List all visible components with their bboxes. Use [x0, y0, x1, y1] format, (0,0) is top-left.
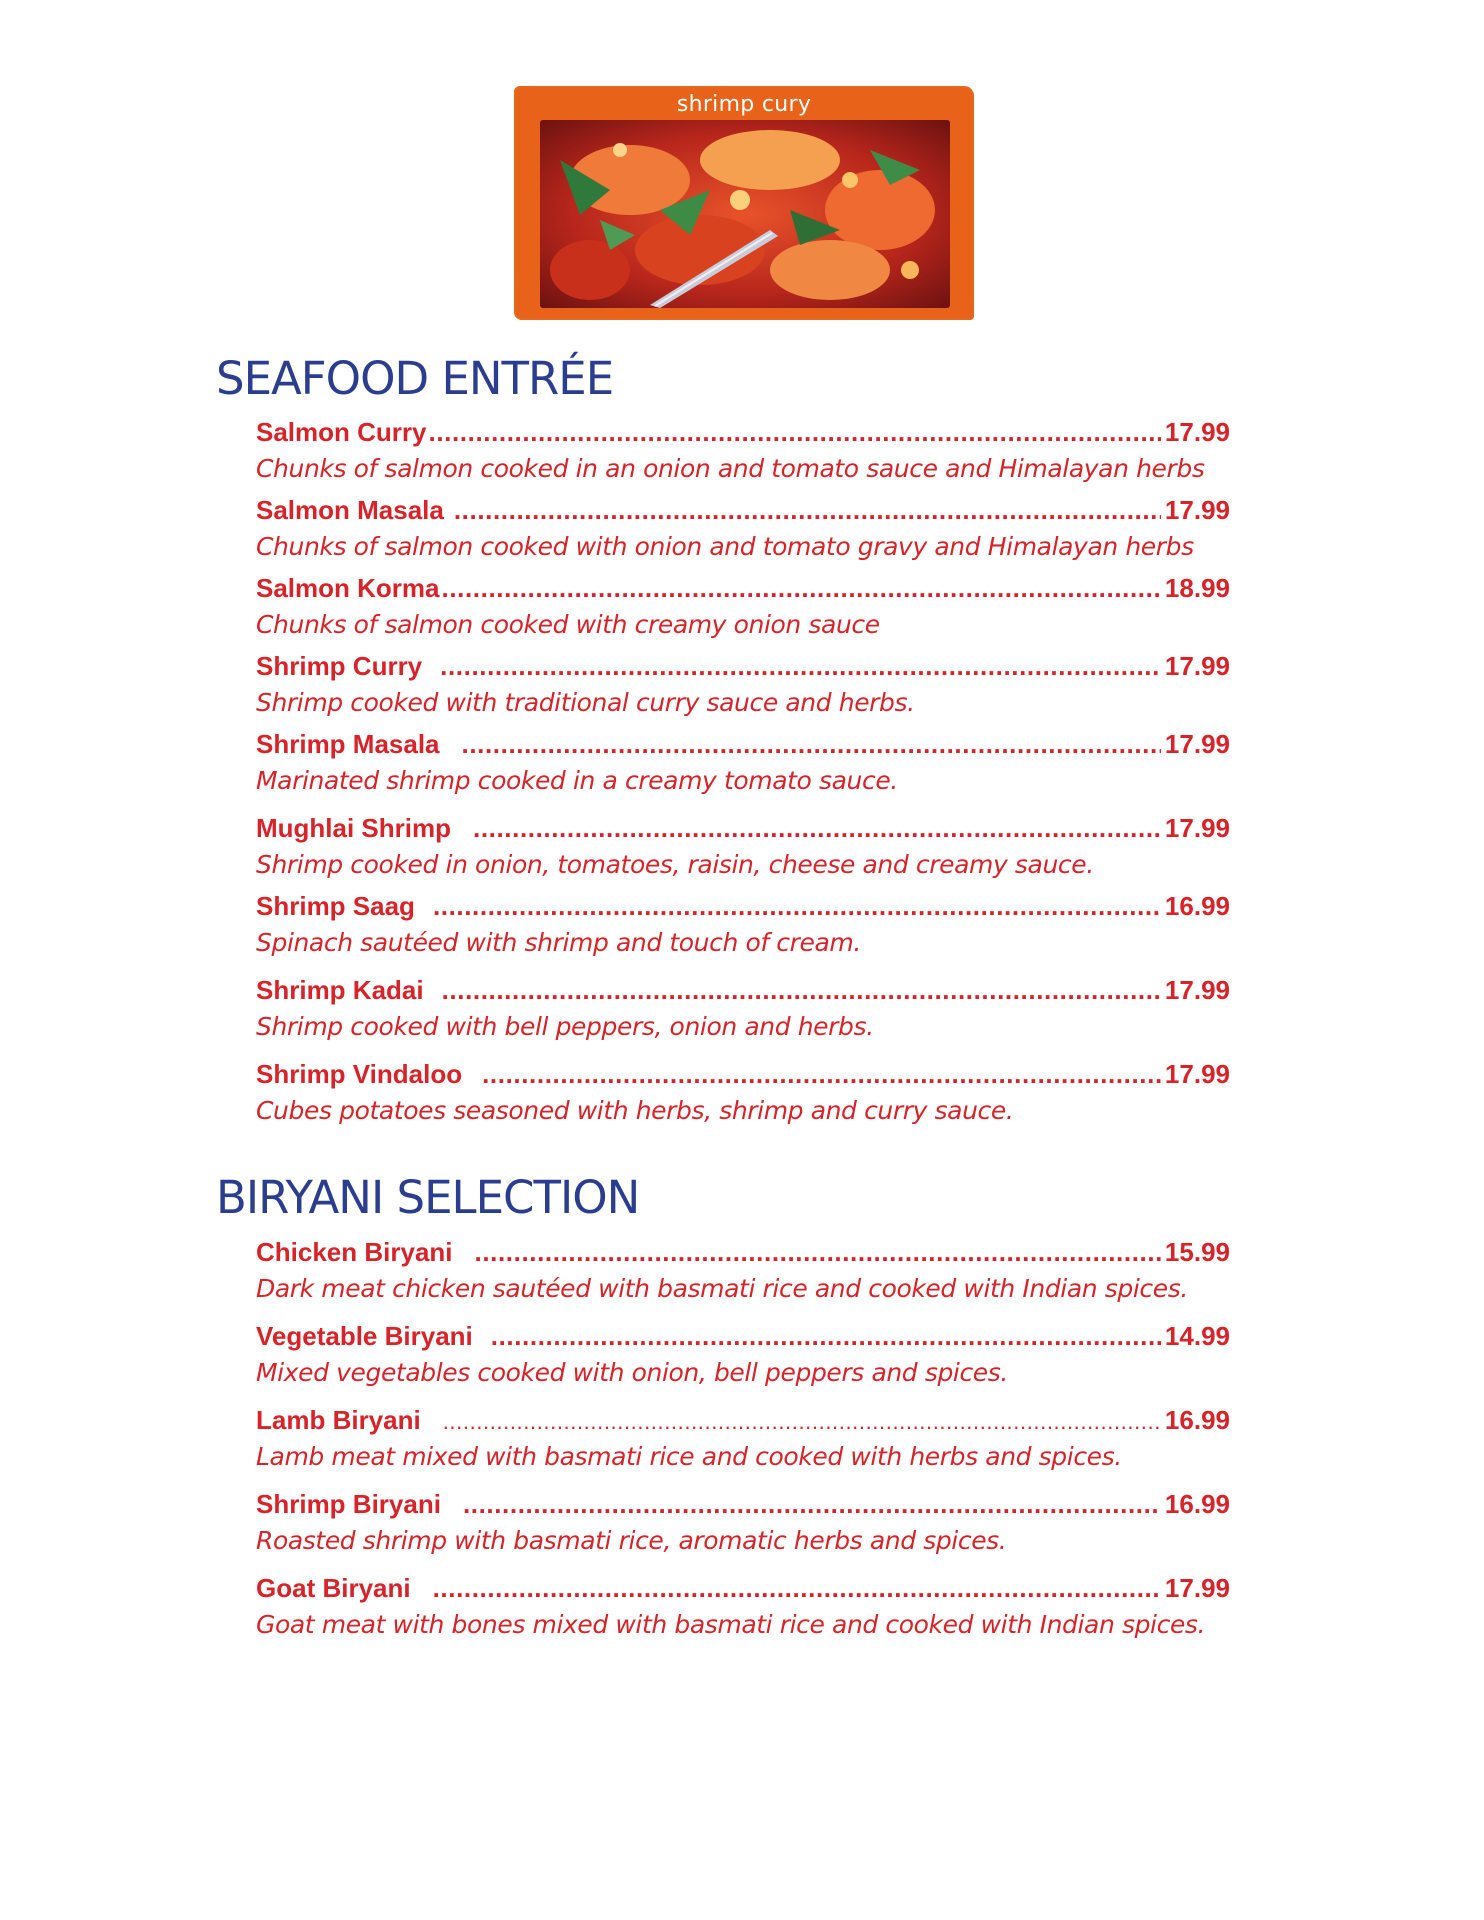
item-price: 17.99 — [1164, 1059, 1230, 1089]
item-description: Goat meat with bones mixed with basmati rice and cooked with Indian spices. — [256, 1610, 1206, 1639]
item-price: 17.99 — [1164, 975, 1230, 1005]
item-name: Shrimp Masala — [256, 729, 440, 759]
item-name: Salmon Masala — [256, 495, 444, 525]
item-name: Salmon Curry — [256, 417, 427, 447]
item-description: Shrimp cooked with traditional curry sauce and herbs. — [256, 688, 915, 717]
item-description: Shrimp cooked in onion, tomatoes, raisin, cheese and creamy sauce. — [256, 850, 1094, 879]
menu-item — [256, 725, 1230, 799]
menu-item — [256, 971, 1230, 1045]
item-price: 14.99 — [1164, 1321, 1230, 1351]
dot-leader — [482, 1055, 1161, 1093]
dish-photo-frame — [514, 86, 974, 320]
dot-leader — [429, 413, 1161, 451]
item-description: Cubes potatoes seasoned with herbs, shrimp and curry sauce. — [256, 1096, 1014, 1125]
item-name: Salmon Korma — [256, 573, 440, 603]
item-name: Shrimp Biryani — [256, 1489, 441, 1519]
item-price: 16.99 — [1164, 891, 1230, 921]
menu-item — [256, 413, 1230, 487]
menu-item — [256, 809, 1230, 883]
item-price: 17.99 — [1164, 417, 1230, 447]
item-description: Mixed vegetables cooked with onion, bell peppers and spices. — [256, 1358, 1008, 1387]
item-price: 16.99 — [1164, 1405, 1230, 1435]
seafood-items — [256, 413, 1230, 1129]
item-price: 17.99 — [1164, 1573, 1230, 1603]
item-description: Shrimp cooked with bell peppers, onion and herbs. — [256, 1012, 874, 1041]
item-description: Spinach sautéed with shrimp and touch of cream. — [256, 928, 861, 957]
dot-leader — [443, 1403, 1161, 1441]
shrimp-curry-photo — [540, 120, 950, 308]
dot-leader — [433, 887, 1161, 925]
dot-leader — [473, 809, 1161, 847]
item-price: 17.99 — [1164, 813, 1230, 843]
item-description: Dark meat chicken sautéed with basmati rice and cooked with Indian spices. — [256, 1274, 1188, 1303]
photo-caption: shrimp cury — [676, 92, 812, 117]
item-name: Shrimp Kadai — [256, 975, 424, 1005]
biryani-selection-heading: BIRYANI SELECTION — [216, 1171, 640, 1224]
menu-item — [256, 569, 1230, 643]
item-price: 17.99 — [1164, 495, 1230, 525]
item-name: Mughlai Shrimp — [256, 813, 451, 843]
menu-item — [256, 887, 1230, 961]
menu-item — [256, 647, 1230, 721]
item-description: Chunks of salmon cooked in an onion and tomato sauce and Himalayan herbs — [256, 454, 1205, 483]
dot-leader — [475, 1233, 1161, 1271]
shrimp-curry-image — [540, 120, 950, 308]
item-description: Lamb meat mixed with basmati rice and cooked with herbs and spices. — [256, 1442, 1122, 1471]
item-description: Roasted shrimp with basmati rice, aromatic herbs and spices. — [256, 1526, 1007, 1555]
dot-leader — [433, 1569, 1161, 1607]
menu-item — [256, 1233, 1230, 1307]
dot-leader — [462, 725, 1161, 763]
item-price: 15.99 — [1164, 1237, 1230, 1267]
menu-item — [256, 1485, 1230, 1559]
item-price: 17.99 — [1164, 651, 1230, 681]
menu-item — [256, 1055, 1230, 1129]
menu-item — [256, 1401, 1230, 1475]
menu-item — [256, 1569, 1230, 1643]
dot-leader — [442, 971, 1161, 1009]
item-price: 18.99 — [1164, 573, 1230, 603]
item-name: Shrimp Saag — [256, 891, 415, 921]
item-name: Vegetable Biryani — [256, 1321, 473, 1351]
item-description: Chunks of salmon cooked with onion and tomato gravy and Himalayan herbs — [256, 532, 1194, 561]
item-name: Lamb Biryani — [256, 1405, 421, 1435]
menu-item — [256, 491, 1230, 565]
biryani-items — [256, 1233, 1230, 1643]
dot-leader — [442, 569, 1161, 607]
dot-leader — [463, 1485, 1161, 1523]
dot-leader — [440, 647, 1161, 685]
item-name: Shrimp Curry — [256, 651, 423, 681]
item-name: Chicken Biryani — [256, 1237, 453, 1267]
dot-leader — [454, 491, 1161, 529]
item-price: 17.99 — [1164, 729, 1230, 759]
item-name: Shrimp Vindaloo — [256, 1059, 463, 1089]
item-description: Marinated shrimp cooked in a creamy tomato sauce. — [256, 766, 898, 795]
seafood-entree-heading: SEAFOOD ENTRÉE — [216, 352, 614, 405]
item-description: Chunks of salmon cooked with creamy onion sauce — [256, 610, 880, 639]
menu-item — [256, 1317, 1230, 1391]
dot-leader — [491, 1317, 1161, 1355]
item-name: Goat Biryani — [256, 1573, 411, 1603]
item-price: 16.99 — [1164, 1489, 1230, 1519]
